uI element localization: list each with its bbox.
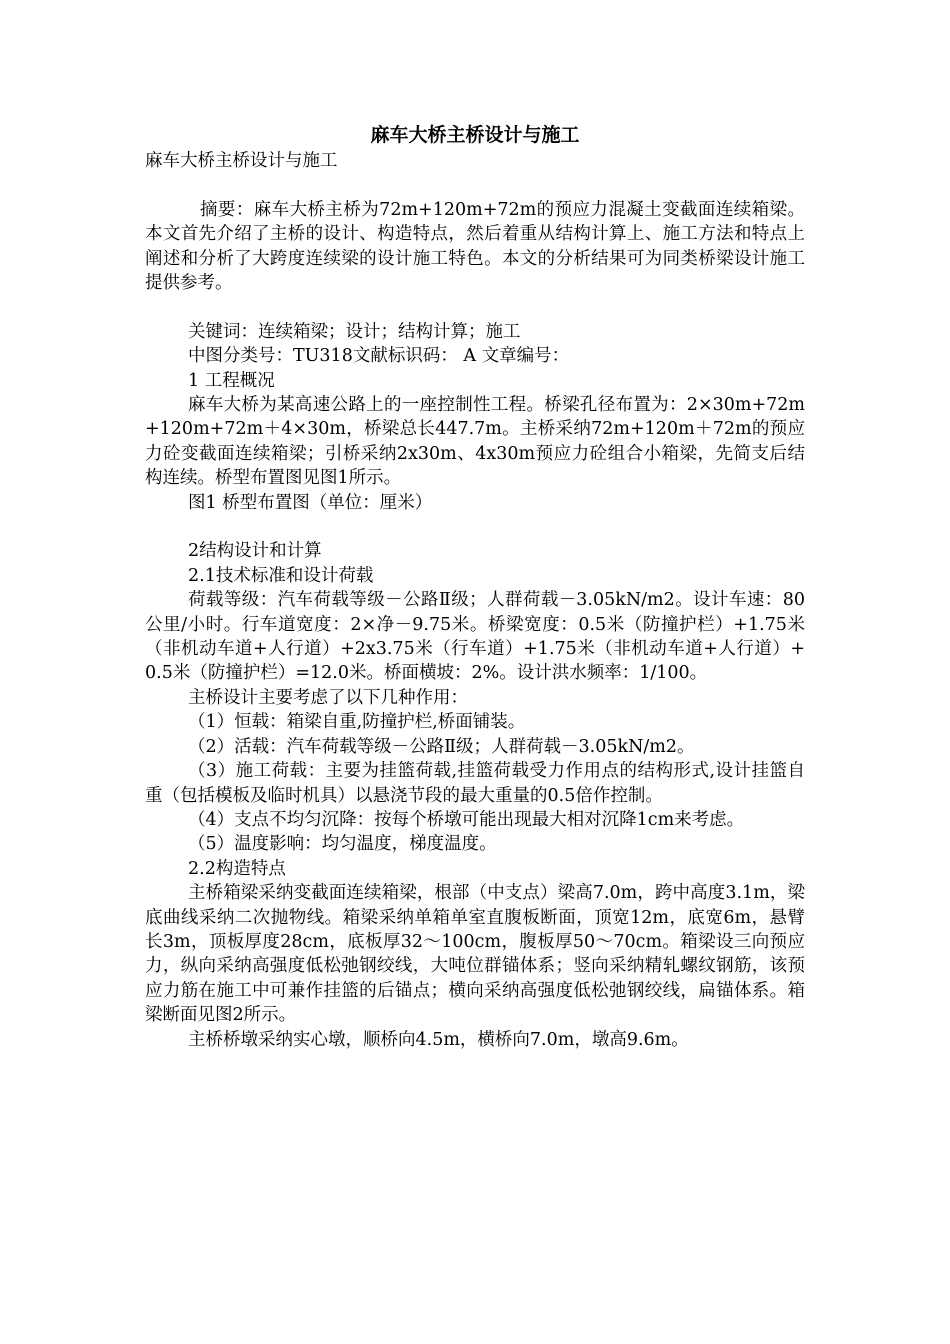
list-item: （5）温度影响：均匀温度，梯度温度。 xyxy=(188,834,497,855)
subtitle-line: 麻车大桥主桥设计与施工 xyxy=(145,151,338,171)
list-item: （4）支点不均匀沉降：按每个桥墩可能出现最大相对沉降1cm来考虑。 xyxy=(188,809,745,830)
body-paragraph: 主桥桥墩采纳实心墩，顺桥向4.5m，横桥向7.0m，墩高9.6m。 xyxy=(188,1029,689,1050)
list-item: （2）活载：汽车荷载等级－公路Ⅱ级；人群荷载－3.05kN/m2。 xyxy=(188,736,695,757)
subsection-heading: 2.2构造特点 xyxy=(188,858,286,879)
body-paragraph: 主桥箱梁采纳变截面连续箱梁，根部（中支点）梁高7.0m，跨中高度3.1m，梁底曲线采纳二次抛物线。箱梁采纳单箱单室直腹板断面，顶宽12m，底宽6m，悬臂长3m，顶板厚度28cm，底板厚32～100cm，腹板厚50～70cm。箱梁设三向预应力，纵向采纳高强度低松弛钢绞线，大吨位群锚体系；竖向采纳精轧螺纹钢筋，该预应力筋在施工中可兼作挂篮的后锚点；横向采纳高强度低松弛钢绞线，扁锚体系。箱梁断面见图2所示。 xyxy=(145,883,805,1026)
classification-line: 中图分类号：TU318文献标识码： A 文章编号： xyxy=(188,346,570,367)
body-paragraph: 主桥设计主要考虑了以下几种作用： xyxy=(188,687,468,708)
body-paragraph: 荷载等级：汽车荷载等级－公路Ⅱ级；人群荷载－3.05kN/m2。设计车速：80公里/小时。行车道宽度：2×净－9.75米。桥梁宽度：0.5米（防撞护栏）+1.75米（非机动车道+人行道）+2x3.75米（行车道）+1.75米（非机动车道+人行道）+0.5米（防撞护栏）=12.0米。桥面横坡：2%。设计洪水频率：1/100。 xyxy=(145,590,805,684)
blank-line xyxy=(145,295,805,319)
document-title: 麻车大桥主桥设计与施工 xyxy=(370,124,580,146)
keywords-line: 关键词：连续箱梁；设计；结构计算；施工 xyxy=(188,321,521,342)
list-item: （1）恒载：箱梁自重,防撞护栏,桥面铺装。 xyxy=(188,712,526,733)
subsection-heading: 2.1技术标准和设计荷载 xyxy=(188,565,374,586)
blank-line xyxy=(145,173,805,197)
list-item: （3）施工荷载：主要为挂篮荷载,挂篮荷载受力作用点的结构形式,设计挂篮自重（包括模板及临时机具）以悬浇节段的最大重量的0.5倍作控制。 xyxy=(145,761,805,806)
section-heading: 1 工程概况 xyxy=(188,370,275,391)
body-paragraph: 麻车大桥为某高速公路上的一座控制性工程。桥梁孔径布置为：2×30m+72m+120m+72m＋4×30m，桥梁总长447.7m。主桥采纳72m+120m＋72m的预应力砼变截面连续箱梁；引桥采纳2x30m、4x30m预应力砼组合小箱梁，先简支后结构连续。桥型布置图见图1所示。 xyxy=(145,395,805,489)
section-heading: 2结构设计和计算 xyxy=(188,541,322,562)
abstract-paragraph: 摘要：麻车大桥主桥为72m+120m+72m的预应力混凝土变截面连续箱梁。本文首先介绍了主桥的设计、构造特点，然后着重从结构计算上、施工方法和特点上阐述和分析了大跨度连续梁的设计施工特色。本文的分析结果可为同类桥梁设计施工提供参考。 xyxy=(145,199,805,294)
figure-caption: 图1 桥型布置图（单位：厘米） xyxy=(188,492,433,513)
blank-line xyxy=(145,515,805,539)
document-body xyxy=(145,149,805,1052)
